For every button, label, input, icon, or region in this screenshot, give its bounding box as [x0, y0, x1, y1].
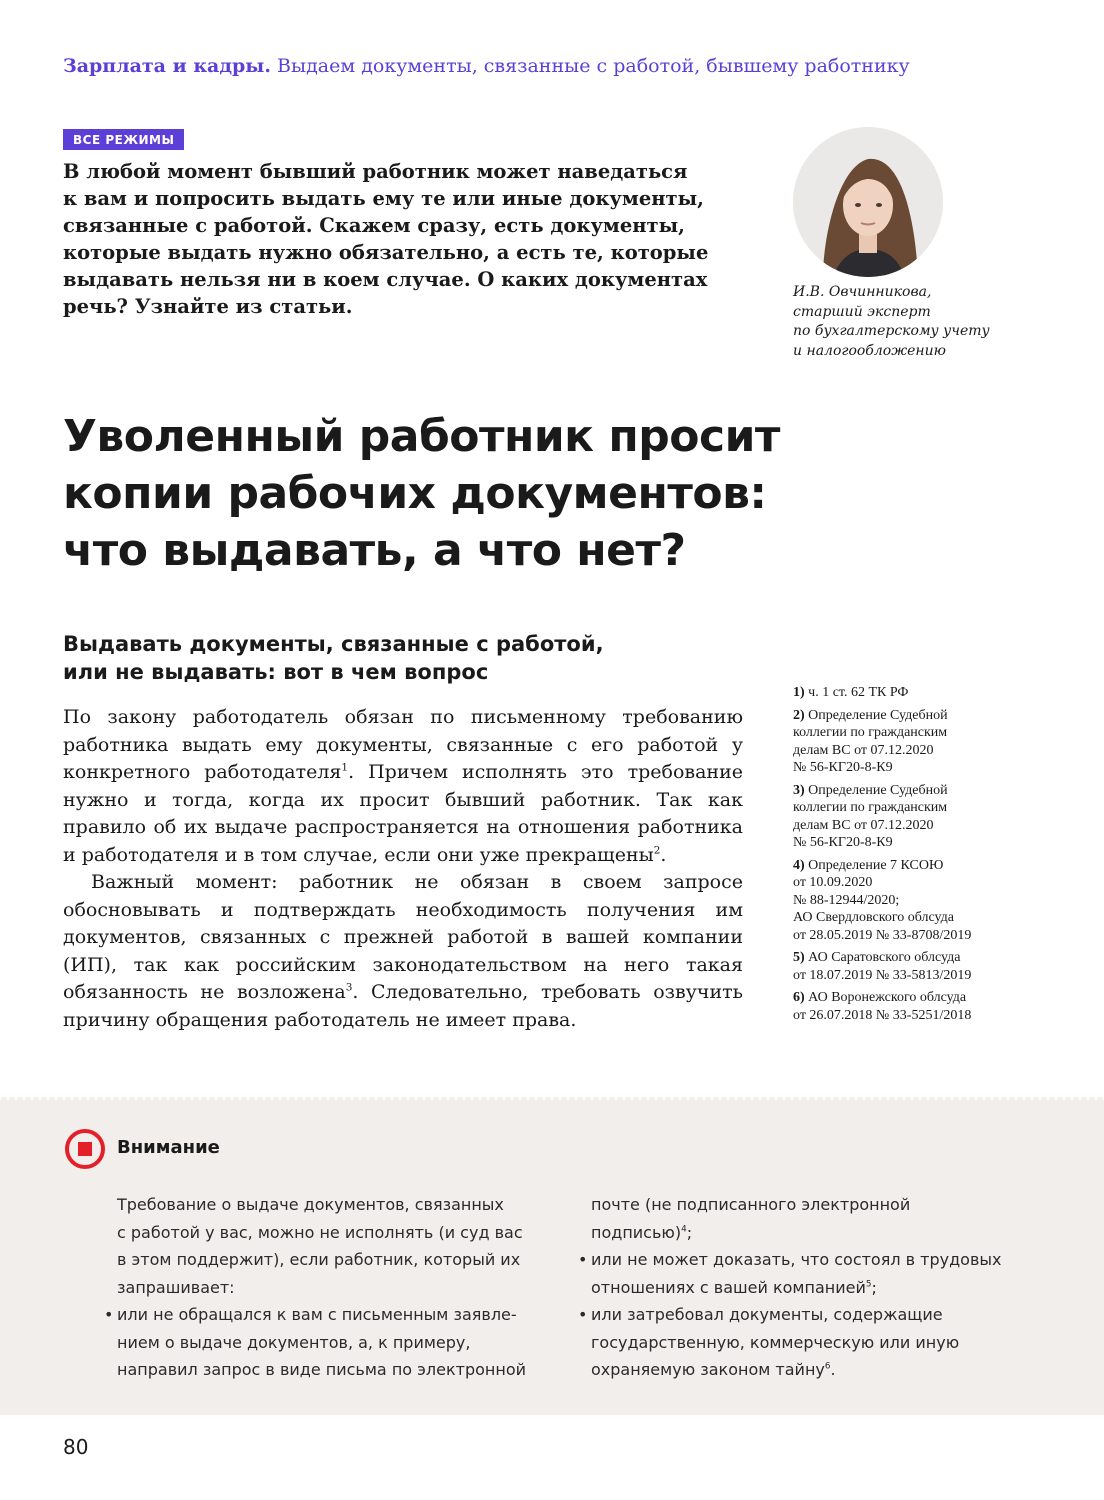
footnote: 5) АО Саратовского облсуда от 18.07.2019 № 33-5813/2019	[793, 950, 972, 983]
footnote: 2) Определение Судебной коллегии по гражданским делам ВС от 07.12.2020 № 56-КГ20-8-К9	[793, 707, 948, 775]
author-photo	[793, 127, 943, 277]
page-number: 80	[63, 1435, 89, 1459]
warning-text-left	[117, 1191, 562, 1384]
author-name: И.В. Овчинникова,	[793, 284, 932, 300]
warning-bullet: • или не обращался к вам с письменным заявле- нием о выдаче документов, а, к примеру, направил запрос в виде письма по электронной	[104, 1301, 562, 1384]
author-caption: И.В. Овчинникова, старший эксперт по бухгалтерскому учету и налогообложению	[793, 284, 990, 359]
footnote-ref: 2	[653, 844, 661, 857]
footnote-ref: 4	[681, 1224, 687, 1235]
footnote: 6) АО Воронежского облсуда от 26.07.2018 № 33-5251/2018	[793, 990, 972, 1023]
article-title: Уволенный работник просит копии рабочих документов: что выдавать, а что нет?	[63, 411, 780, 576]
warning-bullet: • или затребовал документы, содержащие государственную, коммерческую или иную охраняемую законом тайну$^6$.	[578, 1301, 1031, 1384]
lead-paragraph: В любой момент бывший работник может наведаться к вам и попросить выдать ему те или иные документы, связанные с работой. Скажем сразу, есть документы, которые выдать нужно обязательно, а есть те, которые выдавать нельзя ни в коем случае. О каких документах речь? Узнайте из статьи.	[63, 160, 709, 318]
footnote-ref: 6	[824, 1361, 831, 1372]
running-header	[63, 55, 910, 77]
article-topic: Выдаем документы, связанные с работой, бывшему работнику	[277, 55, 910, 77]
footnotes-column	[793, 684, 1013, 1029]
warning-intro: Требование о выдаче документов, связанных с работой у вас, можно не исполнять (и суд вас в этом поддержит), если работник, который их запрашивает:	[117, 1195, 523, 1297]
tax-regime-tag: ВСЕ РЕЖИМЫ	[63, 129, 184, 150]
footnote: 3) Определение Судебной коллегии по гражданским делам ВС от 07.12.2020 № 56-КГ20-8-К9	[793, 782, 948, 850]
footnote: 4) Определение 7 КСОЮ от 10.09.2020 № 88-12944/2020; АО Свердловского облсуда от 28.05.2019 № 33-8708/2019	[793, 857, 972, 943]
author-portrait-illustration	[793, 127, 943, 277]
article-body	[63, 704, 743, 1034]
footnote: 1) ч. 1 ст. 62 ТК РФ	[793, 685, 909, 700]
warning-title: Внимание	[117, 1137, 220, 1158]
footnote-ref: 1	[341, 761, 349, 774]
footnote-ref: 3	[345, 981, 353, 994]
stop-icon	[64, 1128, 106, 1170]
footnote-ref: 5	[865, 1279, 872, 1290]
warning-bullet-continued: почте (не подписанного электронной подписью)$^4$;	[591, 1195, 911, 1242]
body-paragraph: По закону работодатель обязан по письменному требованию работника выдать ему документы, связанные с его работой у конкретного работодателя$^1$. Причем исполнять это требование нужно и тогда, когда их просит бывший работник. Так как правило об их выдаче распространяется на отношения работника и работодателя и в том случае, если они уже прекращены$^2$.	[63, 706, 743, 866]
body-paragraph: Важный момент: работник не обязан в своем запросе обосновывать и подтверждать необходимость получения им документов, связанных с прежней работой в вашей компании (ИП), так как российским законодательством на него такая обязанность не возложена$^3$. Следовательно, требовать озвучить причину обращения работодатель не имеет права.	[63, 871, 743, 1031]
section-heading: Выдавать документы, связанные с работой, или не выдавать: вот в чем вопрос	[63, 632, 604, 684]
warning-bullet: • или не может доказать, что состоял в трудовых отношениях с вашей компанией$^5$;	[578, 1246, 1031, 1301]
section-name: Зарплата и кадры.	[63, 55, 271, 77]
warning-text-right	[591, 1191, 1031, 1384]
